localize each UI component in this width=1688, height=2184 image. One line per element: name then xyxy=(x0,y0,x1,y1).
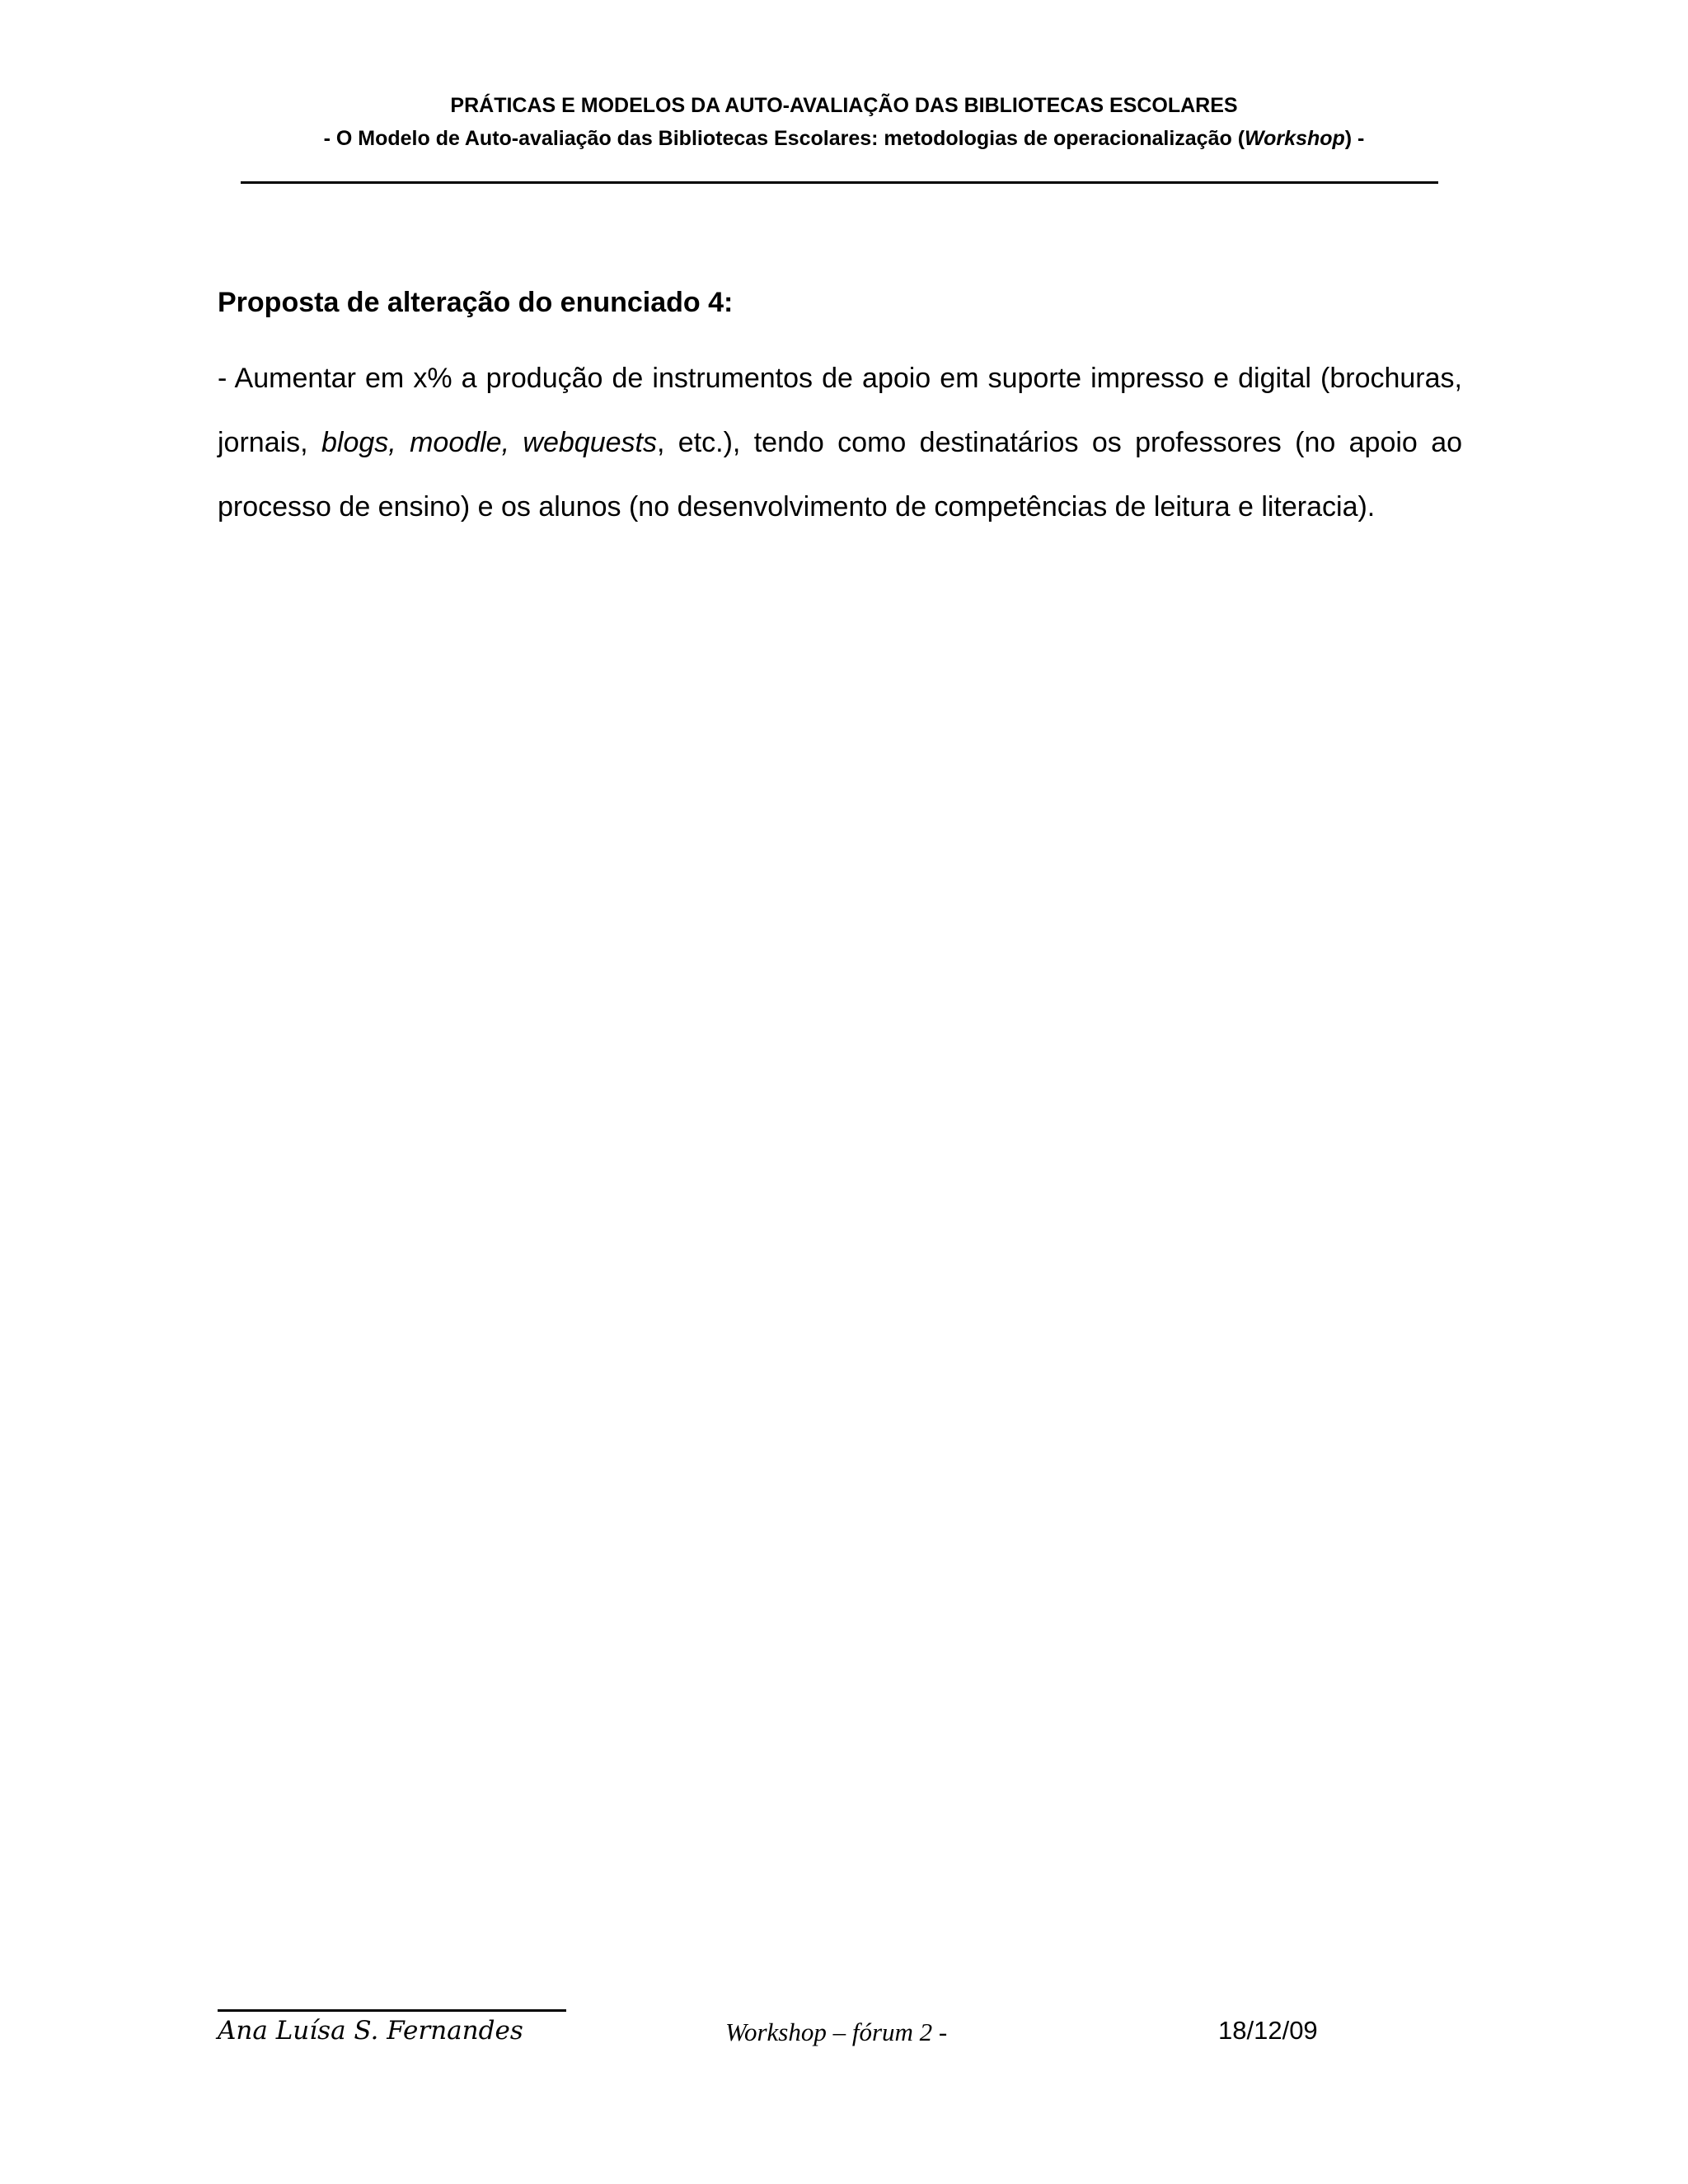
header-divider xyxy=(241,181,1438,184)
paragraph-text-end: , etc.), tendo como destinatários os professores (no apoio ao processo de ensino) e os alunos (no desenvolvimento de competências de leitura e literacia). xyxy=(218,427,1463,523)
header-title: PRÁTICAS E MODELOS DA AUTO-AVALIAÇÃO DAS BIBLIOTECAS ESCOLARES xyxy=(450,94,1238,117)
header-subtitle-emphasis: Workshop xyxy=(1245,127,1345,150)
paragraph-emphasis: blogs, moodle, webquests xyxy=(321,427,657,458)
footer-event-label: Workshop – fórum 2 - xyxy=(725,2018,948,2046)
header-subtitle-end: ) - xyxy=(1344,127,1365,150)
section-heading: Proposta de alteração do enunciado 4: xyxy=(218,287,734,318)
footer-author: Ana Luísa S. Fernandes xyxy=(218,2016,523,2046)
footer-date: 18/12/09 xyxy=(1218,2016,1318,2045)
paragraph-text-start: - Aumentar em x% a produção de instrumentos de apoio em suporte impresso e digital (brochuras, jornais, xyxy=(218,363,1462,458)
header-subtitle-start: - O Modelo de Auto-avaliação das Bibliotecas Escolares: metodologias de operacionalização ( xyxy=(323,127,1245,150)
signature-line xyxy=(218,2009,566,2012)
page-header xyxy=(0,89,1688,155)
header-subtitle xyxy=(0,122,1688,155)
body-paragraph xyxy=(218,346,1462,539)
